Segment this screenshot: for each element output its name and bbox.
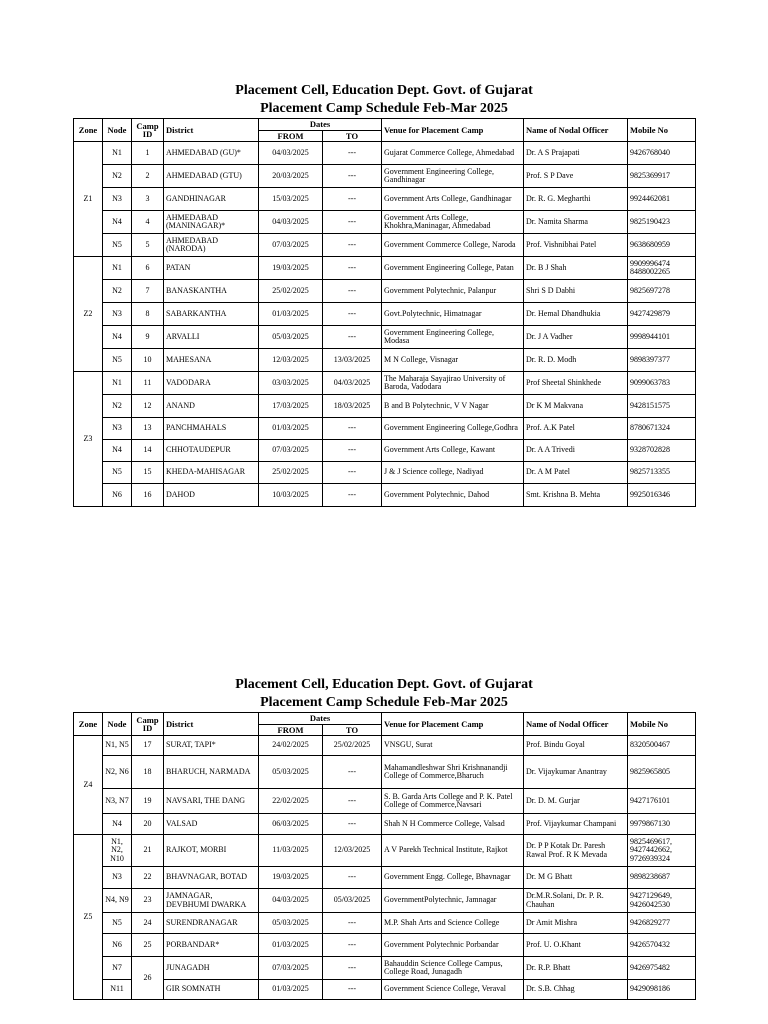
- to-date-cell: ---: [323, 462, 382, 484]
- venue-cell: Government Engg. College, Bhavnagar: [382, 867, 524, 889]
- header-district: District: [164, 713, 259, 736]
- district-cell: KHEDA-MAHISAGAR: [164, 462, 259, 484]
- camp-id-cell: 14: [132, 440, 164, 462]
- mobile-cell: 9825469617, 9427442662, 9726939324: [628, 835, 696, 867]
- table-row: [74, 889, 696, 913]
- to-date-cell: ---: [323, 188, 382, 211]
- node-cell: N1: [103, 142, 132, 165]
- table-row: [74, 257, 696, 280]
- venue-cell: Government Engineering College,Godhra: [382, 418, 524, 440]
- camp-id-cell: 22: [132, 867, 164, 889]
- from-date-cell: 01/03/2025: [259, 303, 323, 326]
- node-cell: N11: [103, 980, 132, 1000]
- mobile-cell: 9825369917: [628, 165, 696, 188]
- table-row: [74, 913, 696, 934]
- header-to: TO: [323, 131, 382, 142]
- district-cell: ARVALLI: [164, 326, 259, 349]
- camp-id-cell: 6: [132, 257, 164, 280]
- node-cell: N3: [103, 303, 132, 326]
- node-cell: N6: [103, 484, 132, 507]
- mobile-cell: 9099063783: [628, 372, 696, 395]
- mobile-cell: 9427129649, 9426042530: [628, 889, 696, 913]
- venue-cell: Government Arts College, Kawant: [382, 440, 524, 462]
- officer-cell: Dr.M.R.Solani, Dr. P. R. Chauhan: [524, 889, 628, 913]
- from-date-cell: 05/03/2025: [259, 756, 323, 789]
- mobile-cell: 9898397377: [628, 349, 696, 372]
- to-date-cell: ---: [323, 326, 382, 349]
- officer-cell: Prof. A.K Patel: [524, 418, 628, 440]
- venue-cell: Government Science College, Veraval: [382, 980, 524, 1000]
- to-date-cell: ---: [323, 913, 382, 934]
- table-row: [74, 326, 696, 349]
- node-cell: N3: [103, 867, 132, 889]
- to-date-cell: ---: [323, 789, 382, 814]
- from-date-cell: 05/03/2025: [259, 913, 323, 934]
- to-date-cell: ---: [323, 934, 382, 957]
- header-zone: Zone: [74, 713, 103, 736]
- mobile-cell: 9825697278: [628, 280, 696, 303]
- venue-cell: Shah N H Commerce College, Valsad: [382, 814, 524, 835]
- camp-id-cell: 4: [132, 211, 164, 234]
- venue-cell: VNSGU, Surat: [382, 736, 524, 756]
- officer-cell: Dr. Hemal Dhandhukia: [524, 303, 628, 326]
- node-cell: N2: [103, 165, 132, 188]
- node-cell: N4: [103, 211, 132, 234]
- to-date-cell: 13/03/2025: [323, 349, 382, 372]
- zone-cell: Z3: [74, 372, 103, 507]
- officer-cell: Prof. Vishnibhai Patel: [524, 234, 628, 257]
- header-camp-id: Camp ID: [132, 713, 164, 736]
- mobile-cell: 9924462081: [628, 188, 696, 211]
- district-cell: DAHOD: [164, 484, 259, 507]
- node-cell: N6: [103, 934, 132, 957]
- camp-id-cell: 9: [132, 326, 164, 349]
- table-row: [74, 867, 696, 889]
- node-cell: N5: [103, 349, 132, 372]
- venue-cell: Gujarat Commerce College, Ahmedabad: [382, 142, 524, 165]
- camp-id-cell: 19: [132, 789, 164, 814]
- officer-cell: Dr K M Makvana: [524, 395, 628, 418]
- to-date-cell: 04/03/2025: [323, 372, 382, 395]
- officer-cell: Dr. M G Bhatt: [524, 867, 628, 889]
- venue-cell: Government Polytechnic, Dahod: [382, 484, 524, 507]
- district-cell: SABARKANTHA: [164, 303, 259, 326]
- from-date-cell: 24/02/2025: [259, 736, 323, 756]
- officer-cell: Dr. B J Shah: [524, 257, 628, 280]
- table-row: [74, 440, 696, 462]
- district-cell: AHMEDABAD (NARODA): [164, 234, 259, 257]
- mobile-cell: 9427429879: [628, 303, 696, 326]
- zone-cell: Z2: [74, 257, 103, 372]
- table-row: [74, 165, 696, 188]
- district-cell: RAJKOT, MORBI: [164, 835, 259, 867]
- node-cell: N5: [103, 462, 132, 484]
- table-row: [74, 814, 696, 835]
- officer-cell: Prof. S P Dave: [524, 165, 628, 188]
- venue-cell: The Maharaja Sayajirao University of Baroda, Vadodara: [382, 372, 524, 395]
- mobile-cell: 9898238687: [628, 867, 696, 889]
- venue-cell: Government Arts College, Khokhra,Maninagar, Ahmedabad: [382, 211, 524, 234]
- officer-cell: Prof. Bindu Goyal: [524, 736, 628, 756]
- district-cell: BHAVNAGAR, BOTAD: [164, 867, 259, 889]
- schedule-table-1: [73, 118, 696, 507]
- district-cell: SURAT, TAPI*: [164, 736, 259, 756]
- table-row: [74, 484, 696, 507]
- header-dates: Dates: [259, 713, 382, 725]
- venue-cell: Government Engineering College, Patan: [382, 257, 524, 280]
- from-date-cell: 12/03/2025: [259, 349, 323, 372]
- node-cell: N4: [103, 440, 132, 462]
- mobile-cell: 9998944101: [628, 326, 696, 349]
- camp-id-cell: 1: [132, 142, 164, 165]
- header-mobile: Mobile No: [628, 713, 696, 736]
- from-date-cell: 01/03/2025: [259, 418, 323, 440]
- header-officer: Name of Nodal Officer: [524, 119, 628, 142]
- venue-cell: Mahamandleshwar Shri Krishnanandji College of Commerce,Bharuch: [382, 756, 524, 789]
- mobile-cell: 8320500467: [628, 736, 696, 756]
- header-venue: Venue for Placement Camp: [382, 119, 524, 142]
- officer-cell: Dr. P P Kotak Dr. Paresh Rawal Prof. R K Mevada: [524, 835, 628, 867]
- district-cell: VADODARA: [164, 372, 259, 395]
- venue-cell: GovernmentPolytechnic, Jamnagar: [382, 889, 524, 913]
- header-from: FROM: [259, 131, 323, 142]
- from-date-cell: 07/03/2025: [259, 234, 323, 257]
- district-cell: CHHOTAUDEPUR: [164, 440, 259, 462]
- node-cell: N3, N7: [103, 789, 132, 814]
- table-row: [74, 789, 696, 814]
- to-date-cell: ---: [323, 418, 382, 440]
- mobile-cell: 9825965805: [628, 756, 696, 789]
- mobile-cell: 9825190423: [628, 211, 696, 234]
- camp-id-cell: 8: [132, 303, 164, 326]
- header-officer: Name of Nodal Officer: [524, 713, 628, 736]
- district-cell: GIR SOMNATH: [164, 980, 259, 1000]
- table-row: [74, 395, 696, 418]
- district-cell: VALSAD: [164, 814, 259, 835]
- from-date-cell: 01/03/2025: [259, 980, 323, 1000]
- district-cell: AHMEDABAD (MANINAGAR)*: [164, 211, 259, 234]
- officer-cell: Dr Amit Mishra: [524, 913, 628, 934]
- table-row: [74, 303, 696, 326]
- camp-id-cell: 25: [132, 934, 164, 957]
- from-date-cell: 11/03/2025: [259, 835, 323, 867]
- table-row: [74, 142, 696, 165]
- schedule-section-2: [73, 676, 695, 1000]
- mobile-cell: 9825713355: [628, 462, 696, 484]
- table-row: [74, 349, 696, 372]
- node-cell: N2: [103, 280, 132, 303]
- camp-id-cell: 24: [132, 913, 164, 934]
- header-from: FROM: [259, 725, 323, 736]
- officer-cell: Dr. R. G. Megharthi: [524, 188, 628, 211]
- from-date-cell: 10/03/2025: [259, 484, 323, 507]
- officer-cell: Prof Sheetal Shinkhede: [524, 372, 628, 395]
- venue-cell: Government Arts College, Gandhinagar: [382, 188, 524, 211]
- venue-cell: Government Polytechnic, Palanpur: [382, 280, 524, 303]
- district-cell: ANAND: [164, 395, 259, 418]
- node-cell: N7: [103, 957, 132, 980]
- table-row: [74, 756, 696, 789]
- officer-cell: Prof. Vijaykumar Champani: [524, 814, 628, 835]
- from-date-cell: 22/02/2025: [259, 789, 323, 814]
- node-cell: N2, N6: [103, 756, 132, 789]
- to-date-cell: ---: [323, 756, 382, 789]
- schedule-section-1: [73, 82, 695, 507]
- officer-cell: Dr. D. M. Gurjar: [524, 789, 628, 814]
- venue-cell: B and B Polytechnic, V V Nagar: [382, 395, 524, 418]
- section-subtitle-2: Placement Camp Schedule Feb-Mar 2025: [260, 695, 508, 710]
- to-date-cell: 18/03/2025: [323, 395, 382, 418]
- camp-id-cell: 20: [132, 814, 164, 835]
- to-date-cell: ---: [323, 165, 382, 188]
- from-date-cell: 17/03/2025: [259, 395, 323, 418]
- table-row: [74, 211, 696, 234]
- district-cell: JUNAGADH: [164, 957, 259, 980]
- camp-id-cell: 11: [132, 372, 164, 395]
- camp-id-cell: 13: [132, 418, 164, 440]
- mobile-cell: 9429098186: [628, 980, 696, 1000]
- district-cell: BANASKANTHA: [164, 280, 259, 303]
- zone-cell: Z5: [74, 835, 103, 1000]
- node-cell: N4: [103, 326, 132, 349]
- from-date-cell: 01/03/2025: [259, 934, 323, 957]
- node-cell: N4, N9: [103, 889, 132, 913]
- table-row: [74, 462, 696, 484]
- to-date-cell: 05/03/2025: [323, 889, 382, 913]
- to-date-cell: 25/02/2025: [323, 736, 382, 756]
- schedule-table-2: [73, 712, 696, 1000]
- zone-cell: Z1: [74, 142, 103, 257]
- to-date-cell: ---: [323, 957, 382, 980]
- to-date-cell: ---: [323, 980, 382, 1000]
- camp-id-cell: 16: [132, 484, 164, 507]
- camp-id-cell: 23: [132, 889, 164, 913]
- to-date-cell: ---: [323, 440, 382, 462]
- camp-id-cell: 15: [132, 462, 164, 484]
- mobile-cell: 9426975482: [628, 957, 696, 980]
- to-date-cell: ---: [323, 257, 382, 280]
- district-cell: PATAN: [164, 257, 259, 280]
- officer-cell: Dr. S.B. Chhag: [524, 980, 628, 1000]
- section-title-2: Placement Cell, Education Dept. Govt. of Gujarat: [235, 677, 533, 692]
- table-row: [74, 418, 696, 440]
- mobile-cell: 9426570432: [628, 934, 696, 957]
- camp-id-cell: 5: [132, 234, 164, 257]
- venue-cell: A V Parekh Technical Institute, Rajkot: [382, 835, 524, 867]
- from-date-cell: 19/03/2025: [259, 867, 323, 889]
- from-date-cell: 07/03/2025: [259, 957, 323, 980]
- district-cell: BHARUCH, NARMADA: [164, 756, 259, 789]
- from-date-cell: 04/03/2025: [259, 889, 323, 913]
- node-cell: N5: [103, 234, 132, 257]
- from-date-cell: 15/03/2025: [259, 188, 323, 211]
- venue-cell: Government Engineering College, Gandhinagar: [382, 165, 524, 188]
- district-cell: GANDHINAGAR: [164, 188, 259, 211]
- mobile-cell: 9427176101: [628, 789, 696, 814]
- district-cell: JAMNAGAR, DEVBHUMI DWARKA: [164, 889, 259, 913]
- officer-cell: Dr. R. D. Modh: [524, 349, 628, 372]
- node-cell: N1: [103, 257, 132, 280]
- from-date-cell: 07/03/2025: [259, 440, 323, 462]
- from-date-cell: 03/03/2025: [259, 372, 323, 395]
- officer-cell: Dr. R.P. Bhatt: [524, 957, 628, 980]
- header-mobile: Mobile No: [628, 119, 696, 142]
- table-row: [74, 280, 696, 303]
- header-dates: Dates: [259, 119, 382, 131]
- district-cell: SURENDRANAGAR: [164, 913, 259, 934]
- district-cell: MAHESANA: [164, 349, 259, 372]
- mobile-cell: 9909996474 8488002265: [628, 257, 696, 280]
- to-date-cell: ---: [323, 142, 382, 165]
- camp-id-cell: 21: [132, 835, 164, 867]
- header-to: TO: [323, 725, 382, 736]
- node-cell: N4: [103, 814, 132, 835]
- table-row: [74, 934, 696, 957]
- from-date-cell: 04/03/2025: [259, 142, 323, 165]
- section-title-1: Placement Cell, Education Dept. Govt. of Gujarat: [235, 83, 533, 98]
- header-node: Node: [103, 713, 132, 736]
- table-row: [74, 736, 696, 756]
- district-cell: NAVSARI, THE DANG: [164, 789, 259, 814]
- venue-cell: J & J Science college, Nadiyad: [382, 462, 524, 484]
- header-venue: Venue for Placement Camp: [382, 713, 524, 736]
- table-row: [74, 372, 696, 395]
- mobile-cell: 9638680959: [628, 234, 696, 257]
- officer-cell: Prof. U. O.Khant: [524, 934, 628, 957]
- venue-cell: M.P. Shah Arts and Science College: [382, 913, 524, 934]
- mobile-cell: 9428151575: [628, 395, 696, 418]
- from-date-cell: 20/03/2025: [259, 165, 323, 188]
- section-subtitle-1: Placement Camp Schedule Feb-Mar 2025: [260, 101, 508, 116]
- camp-id-cell: 18: [132, 756, 164, 789]
- table-row: [74, 835, 696, 867]
- officer-cell: Dr. Namita Sharma: [524, 211, 628, 234]
- to-date-cell: ---: [323, 234, 382, 257]
- district-cell: PORBANDAR*: [164, 934, 259, 957]
- camp-id-cell: 17: [132, 736, 164, 756]
- node-cell: N3: [103, 418, 132, 440]
- node-cell: N3: [103, 188, 132, 211]
- to-date-cell: ---: [323, 814, 382, 835]
- venue-cell: Government Commerce College, Naroda: [382, 234, 524, 257]
- table-row: [74, 957, 696, 980]
- from-date-cell: 25/02/2025: [259, 280, 323, 303]
- mobile-cell: 9328702828: [628, 440, 696, 462]
- table-row: [74, 188, 696, 211]
- node-cell: N1: [103, 372, 132, 395]
- to-date-cell: ---: [323, 867, 382, 889]
- table-row: [74, 980, 696, 1000]
- officer-cell: Smt. Krishna B. Mehta: [524, 484, 628, 507]
- from-date-cell: 04/03/2025: [259, 211, 323, 234]
- node-cell: N1, N2, N10: [103, 835, 132, 867]
- mobile-cell: 8780671324: [628, 418, 696, 440]
- header-camp-id: Camp ID: [132, 119, 164, 142]
- camp-id-cell: 2: [132, 165, 164, 188]
- mobile-cell: 9426829277: [628, 913, 696, 934]
- header-zone: Zone: [74, 119, 103, 142]
- from-date-cell: 05/03/2025: [259, 326, 323, 349]
- officer-cell: Dr. A A Trivedi: [524, 440, 628, 462]
- node-cell: N5: [103, 913, 132, 934]
- table-row: [74, 234, 696, 257]
- mobile-cell: 9979867130: [628, 814, 696, 835]
- from-date-cell: 06/03/2025: [259, 814, 323, 835]
- district-cell: PANCHMAHALS: [164, 418, 259, 440]
- zone-cell: Z4: [74, 736, 103, 835]
- officer-cell: Shri S D Dabhi: [524, 280, 628, 303]
- district-cell: AHMEDABAD (GTU): [164, 165, 259, 188]
- venue-cell: Govt.Polytechnic, Himatnagar: [382, 303, 524, 326]
- venue-cell: S. B. Garda Arts College and P. K. Patel College of Commerce,Navsari: [382, 789, 524, 814]
- node-cell: N2: [103, 395, 132, 418]
- mobile-cell: 9925016346: [628, 484, 696, 507]
- camp-id-cell: 10: [132, 349, 164, 372]
- venue-cell: Bahauddin Science College Campus, College Road, Junagadh: [382, 957, 524, 980]
- camp-id-cell: 7: [132, 280, 164, 303]
- mobile-cell: 9426768040: [628, 142, 696, 165]
- header-node: Node: [103, 119, 132, 142]
- to-date-cell: ---: [323, 211, 382, 234]
- from-date-cell: 19/03/2025: [259, 257, 323, 280]
- venue-cell: Government Engineering College, Modasa: [382, 326, 524, 349]
- district-cell: AHMEDABAD (GU)*: [164, 142, 259, 165]
- officer-cell: Dr. A S Prajapati: [524, 142, 628, 165]
- camp-id-cell: 3: [132, 188, 164, 211]
- to-date-cell: ---: [323, 484, 382, 507]
- officer-cell: Dr. J A Vadher: [524, 326, 628, 349]
- to-date-cell: 12/03/2025: [323, 835, 382, 867]
- header-district: District: [164, 119, 259, 142]
- to-date-cell: ---: [323, 280, 382, 303]
- venue-cell: Government Polytechnic Porbandar: [382, 934, 524, 957]
- to-date-cell: ---: [323, 303, 382, 326]
- officer-cell: Dr. A M Patel: [524, 462, 628, 484]
- officer-cell: Dr. Vijaykumar Anantray: [524, 756, 628, 789]
- venue-cell: M N College, Visnagar: [382, 349, 524, 372]
- node-cell: N1, N5: [103, 736, 132, 756]
- from-date-cell: 25/02/2025: [259, 462, 323, 484]
- camp-id-cell: 12: [132, 395, 164, 418]
- camp-id-cell: 26: [132, 957, 164, 1000]
